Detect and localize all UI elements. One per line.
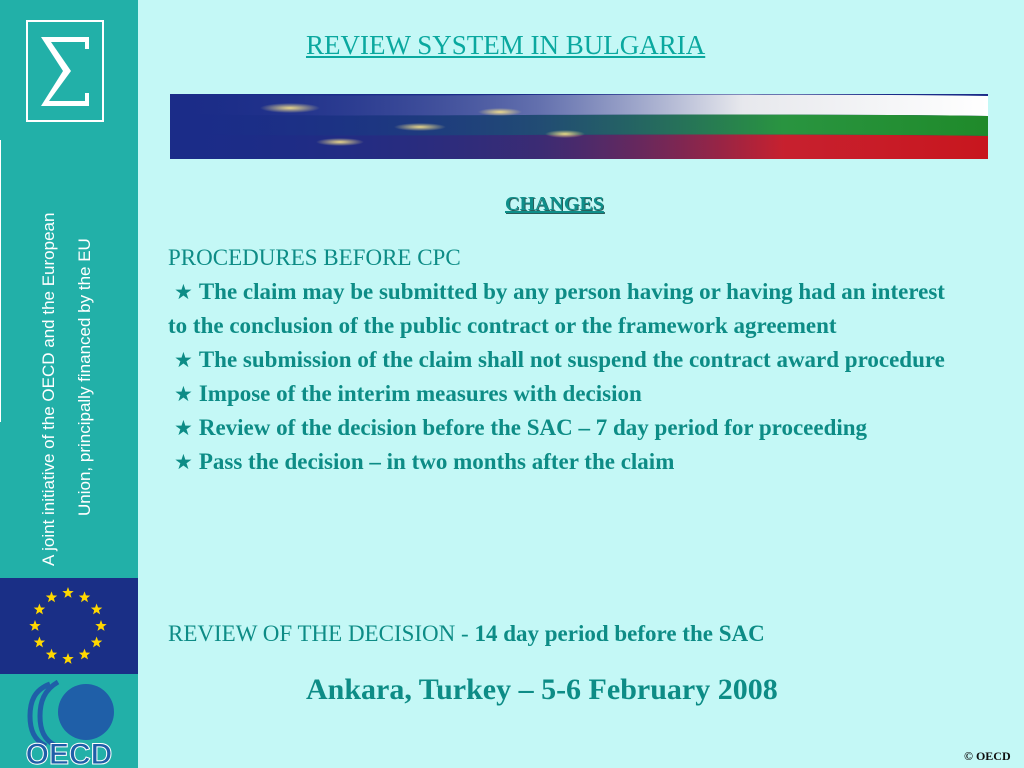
procedures-heading: PROCEDURES BEFORE CPC xyxy=(168,245,461,270)
oecd-logo-text: OECD xyxy=(25,738,113,768)
page-title: REVIEW SYSTEM IN BULGARIA xyxy=(306,30,706,60)
review-detail: 14 day period before the SAC xyxy=(474,621,765,646)
copyright-notice: © OECD xyxy=(964,749,1011,763)
star-bullet-icon: ★ xyxy=(174,348,193,372)
list-item: ★ The submission of the claim shall not suspend the contract award procedure xyxy=(174,347,945,372)
section-heading: CHANGES xyxy=(505,193,604,215)
eu-star-icon xyxy=(91,604,102,615)
eu-star-icon xyxy=(29,620,40,631)
eu-star-icon xyxy=(46,591,57,602)
sidebar-divider xyxy=(0,140,1,422)
oecd-logo-icon xyxy=(0,676,138,768)
star-bullet-icon: ★ xyxy=(174,416,193,440)
eu-star-icon xyxy=(46,649,57,660)
eu-stars-icon xyxy=(0,578,138,674)
star-bullet-icon: ★ xyxy=(174,280,193,304)
oecd-logo xyxy=(0,676,138,768)
eu-star-icon xyxy=(34,637,45,648)
location-date: Ankara, Turkey – 5-6 February 2008 xyxy=(306,673,778,706)
sigma-logo xyxy=(26,20,104,122)
eu-star-icon xyxy=(79,649,90,660)
list-item: ★ The claim may be submitted by any person having or having had an interest to the conclusion of the public contract or the framework agreement xyxy=(168,279,945,338)
list-item: ★ Pass the decision – in two months after the claim xyxy=(174,449,675,474)
flag-banner-image xyxy=(170,94,988,159)
eu-flag-logo xyxy=(0,578,138,674)
sidebar xyxy=(0,0,138,768)
eu-star-icon xyxy=(91,637,102,648)
financing-text: Union, principally financed by the EU xyxy=(75,238,94,516)
procedures-section xyxy=(168,241,948,479)
review-line xyxy=(168,617,968,651)
review-label: REVIEW OF THE DECISION - xyxy=(168,621,475,646)
eu-star-icon xyxy=(62,653,73,664)
list-item: ★ Review of the decision before the SAC – 7 day period for proceeding xyxy=(174,415,868,440)
star-bullet-icon: ★ xyxy=(174,382,193,406)
list-item: ★ Impose of the interim measures with decision xyxy=(174,381,642,406)
initiative-text: A joint initiative of the OECD and the European xyxy=(39,212,58,566)
eu-star-icon xyxy=(34,604,45,615)
eu-star-icon xyxy=(79,591,90,602)
eu-star-icon xyxy=(95,620,106,631)
eu-star-icon xyxy=(62,587,73,598)
star-bullet-icon: ★ xyxy=(174,450,193,474)
sigma-icon xyxy=(35,31,95,111)
